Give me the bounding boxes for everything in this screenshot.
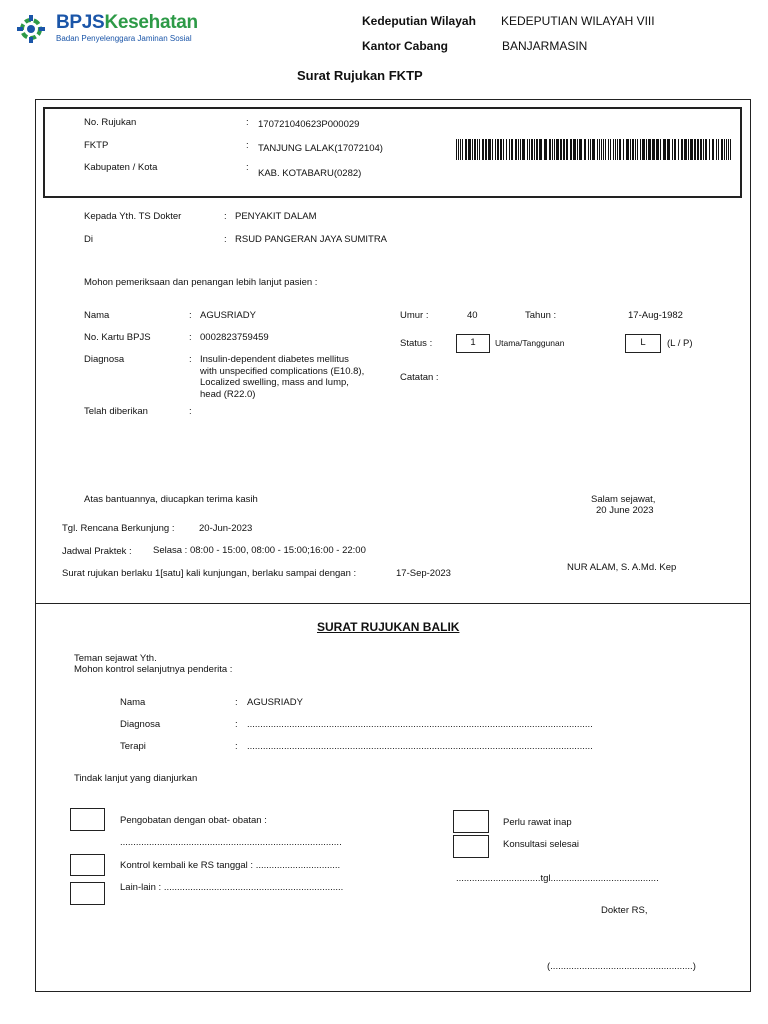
- deputi-value: KEDEPUTIAN WILAYAH VIII: [501, 14, 655, 28]
- kepada-value: PENYAKIT DALAM: [235, 211, 317, 222]
- diagnosa-line: Insulin-dependent diabetes mellitus: [200, 354, 349, 365]
- fktp-value: TANJUNG LALAK(17072104): [258, 143, 383, 154]
- sex-desc: (L / P): [667, 338, 693, 349]
- colon: :: [224, 234, 227, 245]
- lain-label: Lain-lain : ....................................................................: [120, 882, 344, 893]
- status-box: 1: [456, 334, 490, 353]
- diberikan-label: Telah diberikan: [84, 406, 148, 417]
- no-rujukan-value: 170721040623P000029: [258, 119, 360, 130]
- tgl-rencana-value: 20-Jun-2023: [199, 523, 253, 534]
- section-divider: [35, 603, 751, 604]
- status-desc: Utama/Tanggunan: [495, 338, 565, 348]
- diagnosa-value: [200, 354, 364, 400]
- cabang-label: Kantor Cabang: [362, 39, 449, 53]
- colon: :: [246, 117, 249, 128]
- di-label: Di: [84, 234, 93, 245]
- rawat-inap-label: Perlu rawat inap: [503, 817, 572, 828]
- sex-box: L: [625, 334, 661, 353]
- signer-name: NUR ALAM, S. A.Md. Kep: [567, 562, 677, 573]
- kabupaten-value: KAB. KOTABARU(0282): [258, 168, 362, 179]
- balik-terapi-dots: ...................................................................................................................................: [247, 741, 593, 752]
- balik-title: SURAT RUJUKAN BALIK: [317, 620, 460, 634]
- balik-nama-value: AGUSRIADY: [247, 697, 303, 708]
- lain-checkbox[interactable]: [70, 882, 105, 905]
- logo-brand-bpjs: BPJS: [56, 12, 105, 33]
- tahun-label: Tahun :: [525, 310, 557, 321]
- colon: :: [235, 741, 238, 752]
- document-title: Surat Rujukan FKTP: [297, 68, 423, 83]
- no-rujukan-label: No. Rujukan: [84, 117, 137, 128]
- diagnosa-line: with unspecified complications (E10.8),: [200, 365, 365, 377]
- kartu-value: 0002823759459: [200, 332, 269, 343]
- diagnosa-line: Localized swelling, mass and lump,: [200, 377, 349, 388]
- colon: :: [189, 310, 192, 321]
- konsultasi-checkbox[interactable]: [453, 835, 489, 858]
- deputi-label: Kedeputian Wilayah: [362, 14, 476, 28]
- umur-label: Umur :: [400, 310, 429, 321]
- tahun-value: 17-Aug-1982: [628, 310, 683, 321]
- balik-terapi-label: Terapi: [120, 741, 146, 752]
- kontrol-checkbox[interactable]: [70, 854, 105, 876]
- pengobatan-dots: ....................................................................................: [120, 837, 342, 848]
- logo-subtitle: Badan Penyelenggara Jaminan Sosial: [56, 34, 192, 43]
- berlaku-value: 17-Sep-2023: [396, 568, 451, 579]
- salam-date: 20 June 2023: [596, 505, 654, 516]
- barcode-image: [456, 139, 733, 160]
- jadwal-value: Selasa : 08:00 - 15:00, 08:00 - 15:00;16:00 - 22:00: [153, 545, 366, 556]
- referral-form-frame: [35, 99, 751, 992]
- colon: :: [189, 332, 192, 343]
- teman-text: Teman sejawat Yth.: [74, 653, 157, 664]
- mohon-text: Mohon kontrol selanjutnya penderita :: [74, 664, 233, 675]
- logo-wordmark: [56, 12, 198, 34]
- status-label: Status :: [400, 338, 433, 349]
- fktp-label: FKTP: [84, 140, 109, 151]
- pengobatan-label: Pengobatan dengan obat- obatan :: [120, 815, 267, 826]
- tgl-line: ................................tgl.........................................: [456, 873, 659, 884]
- balik-nama-label: Nama: [120, 697, 146, 708]
- jadwal-label: Jadwal Praktek :: [62, 546, 132, 557]
- colon: :: [189, 354, 192, 365]
- dokter-label: Dokter RS,: [601, 905, 648, 916]
- colon: :: [246, 140, 249, 151]
- konsultasi-label: Konsultasi selesai: [503, 839, 580, 850]
- tindak-text: Tindak lanjut yang dianjurkan: [74, 773, 198, 784]
- bpjs-emblem-icon: [16, 14, 46, 44]
- colon: :: [189, 406, 192, 417]
- balik-diagnosa-label: Diagnosa: [120, 719, 161, 730]
- logo-brand-kesehatan: Kesehatan: [104, 12, 198, 33]
- thanks-text: Atas bantuannya, diucapkan terima kasih: [84, 494, 258, 505]
- colon: :: [246, 162, 249, 173]
- berlaku-text: Surat rujukan berlaku 1[satu] kali kunjungan, berlaku sampai dengan :: [62, 568, 357, 579]
- diagnosa-label: Diagnosa: [84, 354, 125, 365]
- bpjs-logo: [16, 12, 196, 46]
- nama-value: AGUSRIADY: [200, 310, 256, 321]
- colon: :: [235, 719, 238, 730]
- kepada-label: Kepada Yth. TS Dokter: [84, 211, 182, 222]
- colon: :: [224, 211, 227, 222]
- di-value: RSUD PANGERAN JAYA SUMITRA: [235, 234, 388, 245]
- cabang-value: BANJARMASIN: [502, 39, 588, 53]
- umur-value: 40: [467, 310, 478, 321]
- colon: :: [235, 697, 238, 708]
- kartu-label: No. Kartu BPJS: [84, 332, 151, 343]
- salam-text: Salam sejawat,: [591, 494, 656, 505]
- catatan-label: Catatan :: [400, 372, 439, 383]
- balik-diagnosa-dots: ...................................................................................................................................: [247, 719, 593, 730]
- tgl-rencana-label: Tgl. Rencana Berkunjung :: [62, 523, 175, 534]
- rawat-inap-checkbox[interactable]: [453, 810, 489, 833]
- diagnosa-line: head (R22.0): [200, 388, 256, 400]
- nama-label: Nama: [84, 310, 110, 321]
- pengobatan-checkbox[interactable]: [70, 808, 105, 831]
- kontrol-label: Kontrol kembali ke RS tanggal : ................................: [120, 860, 341, 871]
- kabupaten-label: Kabupaten / Kota: [84, 162, 158, 173]
- signature-line: (......................................................): [547, 961, 696, 972]
- request-text: Mohon pemeriksaan dan penangan lebih lanjut pasien :: [84, 277, 318, 288]
